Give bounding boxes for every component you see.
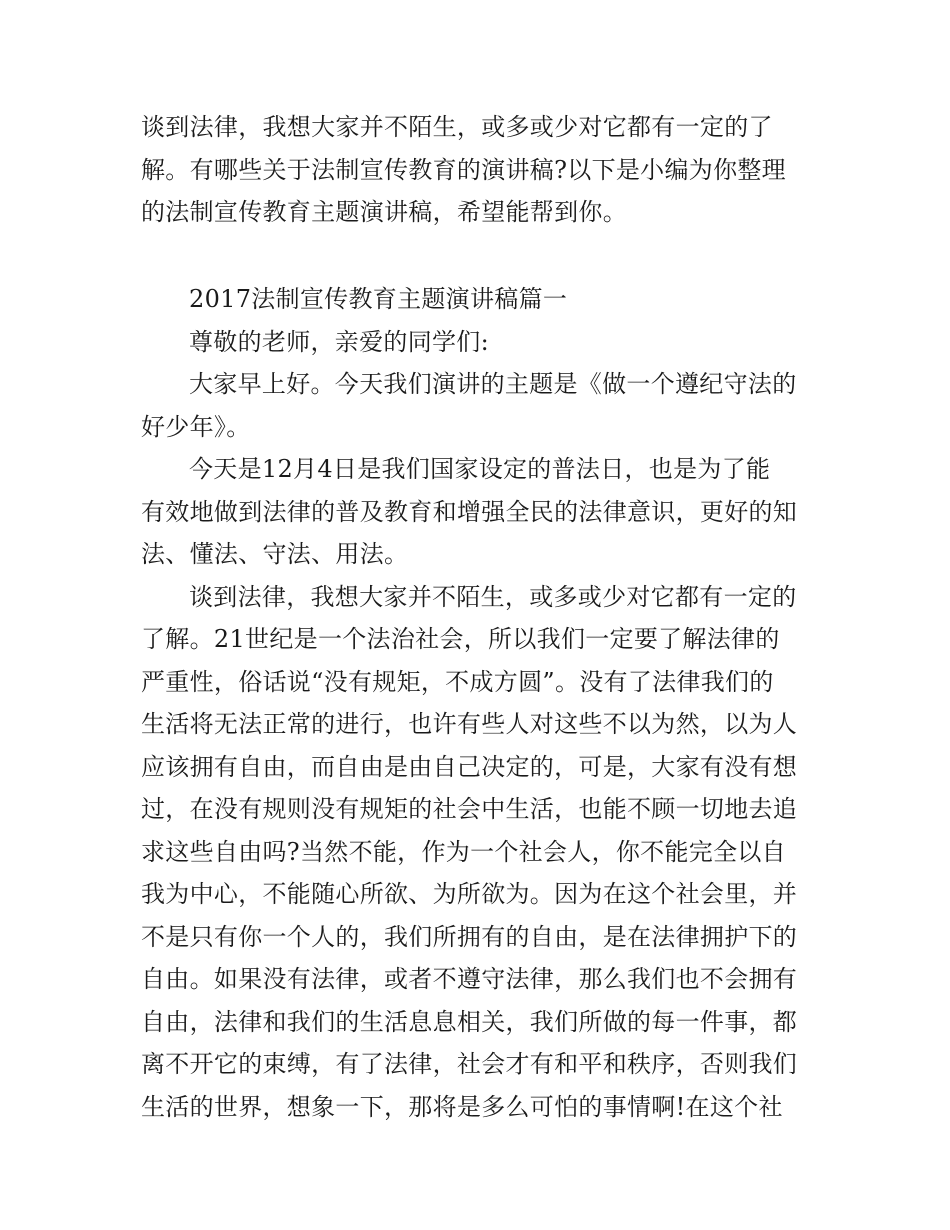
paragraph	[141, 448, 813, 576]
paragraph	[141, 576, 813, 1129]
paragraph-line: 过，在没有规则没有规矩的社会中生活，也能不顾一切地去追	[141, 795, 798, 823]
paragraph-line: 了解。21世纪是一个法治社会，所以我们一定要了解法律的	[141, 625, 780, 653]
speech-body	[141, 278, 813, 1128]
paragraph	[141, 363, 813, 448]
paragraph-line: 离不开它的束缚，有了法律，社会才有和平和秩序，否则我们	[141, 1050, 798, 1078]
paragraph-line: 生活的世界，想象一下，那将是多么可怕的事情啊!在这个社	[141, 1092, 783, 1121]
intro-line: 的法制宣传教育主题演讲稿，希望能帮到你。	[141, 198, 627, 226]
paragraph-line: 应该拥有自由，而自由是由自己决定的，可是，大家有没有想	[141, 752, 798, 781]
greeting: 尊敬的老师，亲爱的同学们:	[189, 327, 489, 356]
paragraph-line: 自由。如果没有法律，或者不遵守法律，那么我们也不会拥有	[141, 965, 798, 993]
paragraph-line: 今天是12月4日是我们国家设定的普法日，也是为了能	[189, 455, 771, 483]
intro-line: 谈到法律，我想大家并不陌生，或多或少对它都有一定的了	[141, 113, 773, 141]
intro-line: 解。有哪些关于法制宣传教育的演讲稿?以下是小编为你整理	[141, 155, 786, 184]
paragraph-line: 好少年》。	[141, 412, 251, 441]
section-title: 2017法制宣传教育主题演讲稿篇一	[189, 285, 568, 313]
paragraph-line: 严重性，俗话说“没有规矩，不成方圆”。没有了法律我们的	[141, 667, 774, 696]
paragraph-line: 求这些自由吗?当然不能，作为一个社会人，你不能完全以自	[141, 837, 786, 866]
paragraph-line: 有效地做到法律的普及教育和增强全民的法律意识，更好的知	[141, 497, 798, 526]
paragraph-line: 谈到法律，我想大家并不陌生，或多或少对它都有一定的	[189, 582, 797, 611]
intro-paragraph	[141, 106, 813, 234]
paragraph-line: 大家早上好。今天我们演讲的主题是《做一个遵纪守法的	[189, 370, 797, 398]
paragraph-line: 自由，法律和我们的生活息息相关，我们所做的每一件事，都	[141, 1007, 798, 1036]
paragraph-line: 生活将无法正常的进行，也许有些人对这些不以为然，以为人	[141, 710, 798, 738]
paragraph-line: 不是只有你一个人的，我们所拥有的自由，是在法律拥护下的	[141, 922, 798, 951]
paragraph-line: 我为中心，不能随心所欲、为所欲为。因为在这个社会里，并	[141, 880, 798, 908]
paragraph-line: 法、懂法、守法、用法。	[141, 540, 409, 568]
